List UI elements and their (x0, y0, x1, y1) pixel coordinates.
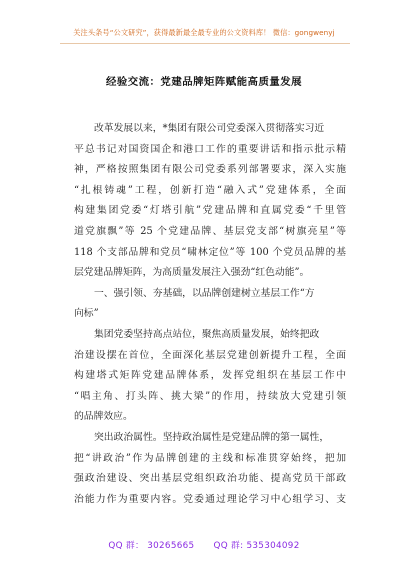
paragraph-line: 改革发展以来，*集团有限公司党委深入贯彻落实习近 (94, 123, 325, 134)
header-divider (60, 43, 350, 44)
header-banner: 关注头条号“公文研究”，获得最新最全最专业的公文资料库！ 微信：gongwenyj (73, 28, 335, 37)
paragraph-line: 集团党委坚持高点站位，聚焦高质量发展，始终把政 (94, 328, 320, 340)
paragraph-line: 治建设摆在首位，全面深化基层党建创新提升工程，全面 (74, 349, 346, 361)
paragraph-line: 层党建品牌矩阵，为高质量发展注入强劲“红色动能”。 (74, 267, 310, 279)
document-body (74, 119, 346, 510)
paragraph-line: 治能力作为重要内容。党委通过理论学习中心组学习、支 (74, 493, 346, 505)
paragraph-line: 强政治建设、突出基层党组织政治功能、提高党员干部政 (74, 473, 346, 485)
paragraph-line: “扎根铸魂”工程，创新打造“融入式”党建体系，全面 (74, 184, 346, 196)
section-heading-line: 向标” (74, 308, 99, 320)
paragraph-line: 构建塔式矩阵党建品牌体系，发挥党组织在基层工作中 (74, 370, 346, 382)
paragraph-line: 构建集团党委“灯塔引航”党建品牌和直属党委“千里管 (74, 205, 346, 217)
paragraph-line: 平总书记对国资国企和港口工作的重要讲话和指示批示精 (74, 143, 346, 155)
paragraph-line: 突出政治属性。坚持政治属性是党建品牌的第一属性， (94, 431, 330, 443)
document-title: 经验交流：党建品牌矩阵赋能高质量发展 (105, 76, 303, 88)
page-footer (0, 538, 408, 551)
footer-qq-group-2: QQ 群: 535304092 (213, 541, 300, 551)
paragraph-line: “唱主角、打头阵、挑大梁”的作用，持续放大党建引领 (74, 390, 346, 402)
paragraph-line: 把“讲政治”作为品牌创建的主线和标准贯穿始终，把加 (74, 452, 346, 464)
paragraph-line: 神，严格按照集团有限公司党委系列部署要求，深入实施 (74, 164, 346, 176)
paragraph-line: 的品牌效应。 (74, 411, 133, 423)
paragraph-line: 118 个支部品牌和党员“啸林定位”等 100 个党员品牌的基 (74, 246, 346, 258)
section-heading-line: 一、强引领、夯基础，以品牌创建树立基层工作“方 (94, 287, 315, 299)
footer-qq-group-1: QQ 群： 30265665 (108, 541, 195, 551)
paragraph-line: 道党旗飘”等 25 个党建品牌、基层党支部“树旗亮星”等 (74, 225, 346, 237)
